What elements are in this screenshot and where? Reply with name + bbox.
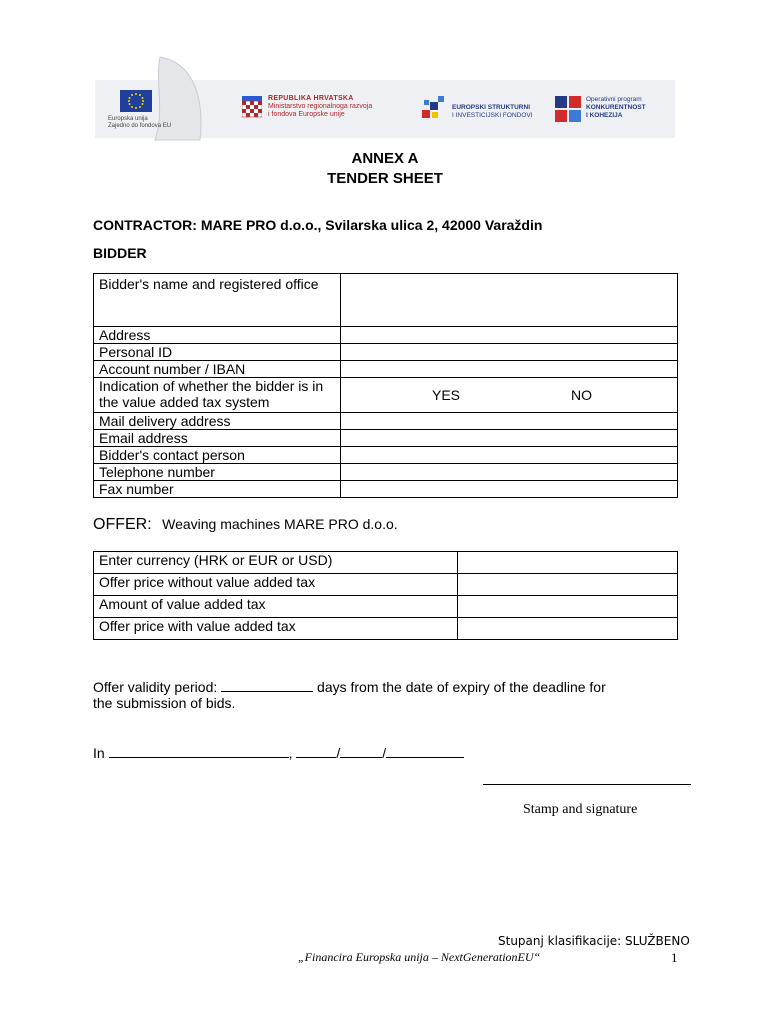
signature-label: Stamp and signature [523, 802, 638, 817]
email-field[interactable] [341, 430, 678, 447]
opk-line: Operativni program [586, 96, 642, 103]
classification-label: Stupanj klasifikacije: SLUŽBENO [498, 934, 690, 948]
year-field[interactable] [386, 744, 464, 758]
row-label: Mail delivery address [94, 413, 341, 430]
currency-field[interactable] [458, 552, 678, 574]
row-label: Telephone number [94, 464, 341, 481]
row-label: Offer price without value added tax [94, 574, 458, 596]
vat-system-cell [341, 378, 678, 413]
iban-field[interactable] [341, 361, 678, 378]
annex-heading: ANNEX A [351, 150, 419, 167]
validity-prefix: Offer validity period: [93, 679, 218, 695]
esif-logo-icon [420, 96, 450, 124]
opk-line: I KOHEZIJA [586, 112, 623, 119]
offer-heading [93, 516, 398, 534]
day-field[interactable] [296, 744, 336, 758]
month-field[interactable] [340, 744, 382, 758]
row-label: Indication of whether the bidder is in the value added tax system [94, 378, 341, 413]
validity-suffix: days from the date of expiry of the deadline for [317, 679, 606, 695]
personal-id-field[interactable] [341, 344, 678, 361]
row-label: Enter currency (HRK or EUR or USD) [94, 552, 458, 574]
ministry-line: i fondova Europske unije [268, 111, 345, 118]
row-label: Account number / IBAN [94, 361, 341, 378]
yes-option[interactable]: YES [432, 387, 461, 403]
row-label: Bidder's name and registered office [94, 274, 341, 327]
ministry-line: Ministarstvo regionalnoga razvoja [268, 103, 373, 110]
row-label: Bidder's contact person [94, 447, 341, 464]
fax-field[interactable] [341, 481, 678, 498]
esif-line: I INVESTICIJSKI FONDOVI [452, 112, 533, 119]
offer-label: OFFER: [93, 516, 152, 533]
validity-line-2: the submission of bids. [93, 695, 236, 711]
place-field[interactable] [109, 744, 289, 758]
mail-address-field[interactable] [341, 413, 678, 430]
table-row [94, 574, 678, 596]
address-field[interactable] [341, 327, 678, 344]
date-separator: / [382, 745, 387, 761]
table-row [94, 552, 678, 574]
table-row [94, 430, 678, 447]
contact-person-field[interactable] [341, 447, 678, 464]
page-number: 1 [671, 950, 678, 965]
table-row [94, 361, 678, 378]
table-row [94, 464, 678, 481]
eu-caption-line: Europska unija [108, 116, 148, 122]
esif-logo-text [452, 104, 533, 120]
row-label: Address [94, 327, 341, 344]
table-row [94, 378, 678, 413]
opk-logo-text [586, 96, 646, 120]
telephone-field[interactable] [341, 464, 678, 481]
ministry-line: REPUBLIKA HRVATSKA [268, 95, 354, 102]
contractor-line: CONTRACTOR: MARE PRO d.o.o., Svilarska ulica 2, 42000 Varaždin [93, 217, 543, 233]
bidder-heading: BIDDER [93, 245, 147, 261]
vat-amount-field[interactable] [458, 596, 678, 618]
validity-days-field[interactable] [221, 678, 313, 692]
opk-logo-icon [555, 96, 581, 122]
bidder-table [93, 273, 678, 498]
page-title: TENDER SHEET [327, 170, 443, 187]
price-without-vat-field[interactable] [458, 574, 678, 596]
place-date-line [93, 744, 464, 762]
row-label: Fax number [94, 481, 341, 498]
ministry-logo-text [268, 95, 372, 119]
row-label: Offer price with value added tax [94, 618, 458, 640]
eu-caption-line: Zajedno do fondova EU [108, 123, 172, 129]
signature-line[interactable] [483, 784, 691, 785]
esif-line: EUROPSKI STRUKTURNI [452, 104, 531, 111]
opk-line: KONKURENTNOST [586, 104, 646, 111]
table-row [94, 413, 678, 430]
validity-line [93, 678, 606, 696]
place-separator: , [288, 745, 293, 761]
eu-flag-icon [120, 90, 152, 112]
table-row [94, 596, 678, 618]
table-row [94, 344, 678, 361]
row-label: Personal ID [94, 344, 341, 361]
date-separator: / [336, 745, 341, 761]
bidder-name-field[interactable] [341, 274, 678, 327]
eu-caption [108, 116, 171, 130]
row-label: Amount of value added tax [94, 596, 458, 618]
row-label: Email address [94, 430, 341, 447]
croatian-coat-of-arms-icon [242, 96, 262, 120]
table-row [94, 274, 678, 327]
table-row [94, 327, 678, 344]
place-prefix: In [93, 745, 105, 761]
no-option[interactable]: NO [571, 387, 592, 403]
table-row [94, 447, 678, 464]
offer-table [93, 551, 678, 640]
offer-subject: Weaving machines MARE PRO d.o.o. [162, 516, 398, 532]
table-row [94, 618, 678, 640]
price-with-vat-field[interactable] [458, 618, 678, 640]
table-row [94, 481, 678, 498]
funding-note: „Financira Europska unija – NextGenerationEU“ [298, 950, 541, 964]
